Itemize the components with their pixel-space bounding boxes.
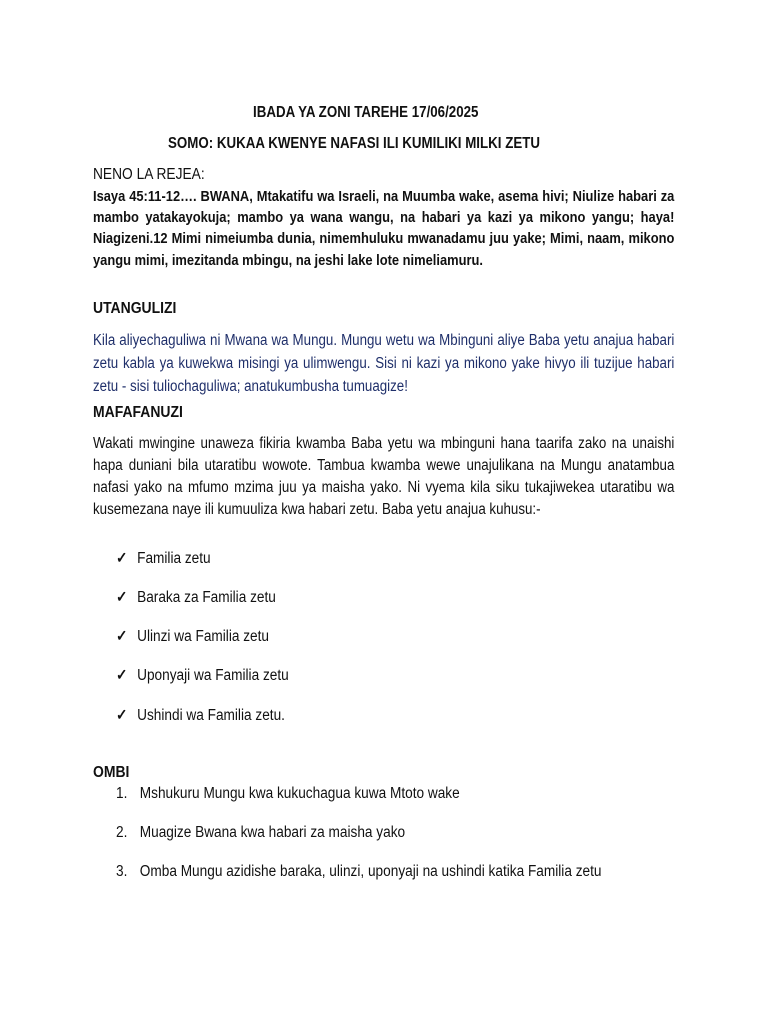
mafafanuzi-heading: MAFAFANUZI	[93, 404, 183, 421]
check-icon: ✓	[116, 589, 128, 606]
reference-text: Isaya 45:11-12…. BWANA, Mtakatifu wa Israeli, na Muumba wake, asema hivi; Niulize habari za mambo yatakayokuja; mambo ya wana wangu, na habari ya kazi ya mikono yangu; haya! Niagizeni.12 Mimi nimeiumba dunia, nimemhuluku mwanadamu juu yake; Mimi, naam, mikono yangu mimi, imezitanda mbingu, na jeshi lake lote nimeliamuru.	[93, 188, 675, 269]
document-title	[0, 104, 768, 122]
list-number: 2.	[116, 824, 128, 841]
reference-label: NENO LA REJEA:	[93, 166, 205, 183]
checklist-item-label: Uponyaji wa Familia zetu	[137, 667, 289, 684]
prayer-list-item	[116, 785, 460, 803]
list-number: 3.	[116, 863, 128, 880]
check-icon: ✓	[116, 550, 128, 567]
lesson-title	[0, 135, 768, 153]
checklist-item-label: Ulinzi wa Familia zetu	[137, 628, 270, 645]
checklist-item-label: Familia zetu	[137, 550, 211, 567]
checklist-item	[116, 627, 269, 646]
checklist-item-label: Baraka za Familia zetu	[137, 589, 276, 606]
checklist-item-label: Ushindi wa Familia zetu.	[137, 707, 285, 724]
checklist-item	[116, 706, 285, 725]
prayer-list-item	[116, 824, 405, 842]
check-icon: ✓	[116, 628, 128, 645]
document-title-text: IBADA YA ZONI TAREHE 17/06/2025	[252, 104, 479, 121]
utangulizi-paragraph: Kila aliyechaguliwa ni Mwana wa Mungu. Mungu wetu wa Mbinguni aliye Baba yetu anajua habari zetu kabla ya kuwekwa misingi ya ulimwengu. Sisi ni kazi ya mikono yake hivyo ili tuzijue habari zetu - sisi tuliochaguliwa; anatukumbusha tumuagize!	[93, 332, 675, 395]
prayer-item-label: Muagize Bwana kwa habari za maisha yako	[139, 824, 406, 841]
checklist-item	[116, 549, 211, 568]
mafafanuzi-paragraph: Wakati mwingine unaweza fikiria kwamba Baba yetu wa mbinguni hana taarifa zako na unaishi hapa duniani bila utaratibu wowote. Tambua kwamba wewe unajulikana na Mungu anatambua nafasi yako na mfumo mzima juu ya maisha yako. Ni vyema kila siku tukajiwekea utaratibu wa kusemezana naye ili kumuuliza kwa habari zetu. Baba yetu anajua kuhusu:-	[93, 435, 675, 518]
prayer-list-item	[116, 863, 601, 881]
prayer-item-label: Omba Mungu azidishe baraka, ulinzi, uponyaji na ushindi katika Familia zetu	[139, 863, 602, 880]
check-icon: ✓	[116, 667, 128, 684]
utangulizi-heading: UTANGULIZI	[93, 300, 177, 317]
prayer-item-label: Mshukuru Mungu kwa kukuchagua kuwa Mtoto wake	[139, 785, 460, 802]
ombi-heading: OMBI	[93, 764, 130, 781]
lesson-title-text: SOMO: KUKAA KWENYE NAFASI ILI KUMILIKI MILKI ZETU	[167, 135, 540, 152]
checklist-item	[116, 588, 276, 607]
check-icon: ✓	[116, 707, 128, 724]
list-number: 1.	[116, 785, 128, 802]
checklist-item	[116, 666, 289, 685]
